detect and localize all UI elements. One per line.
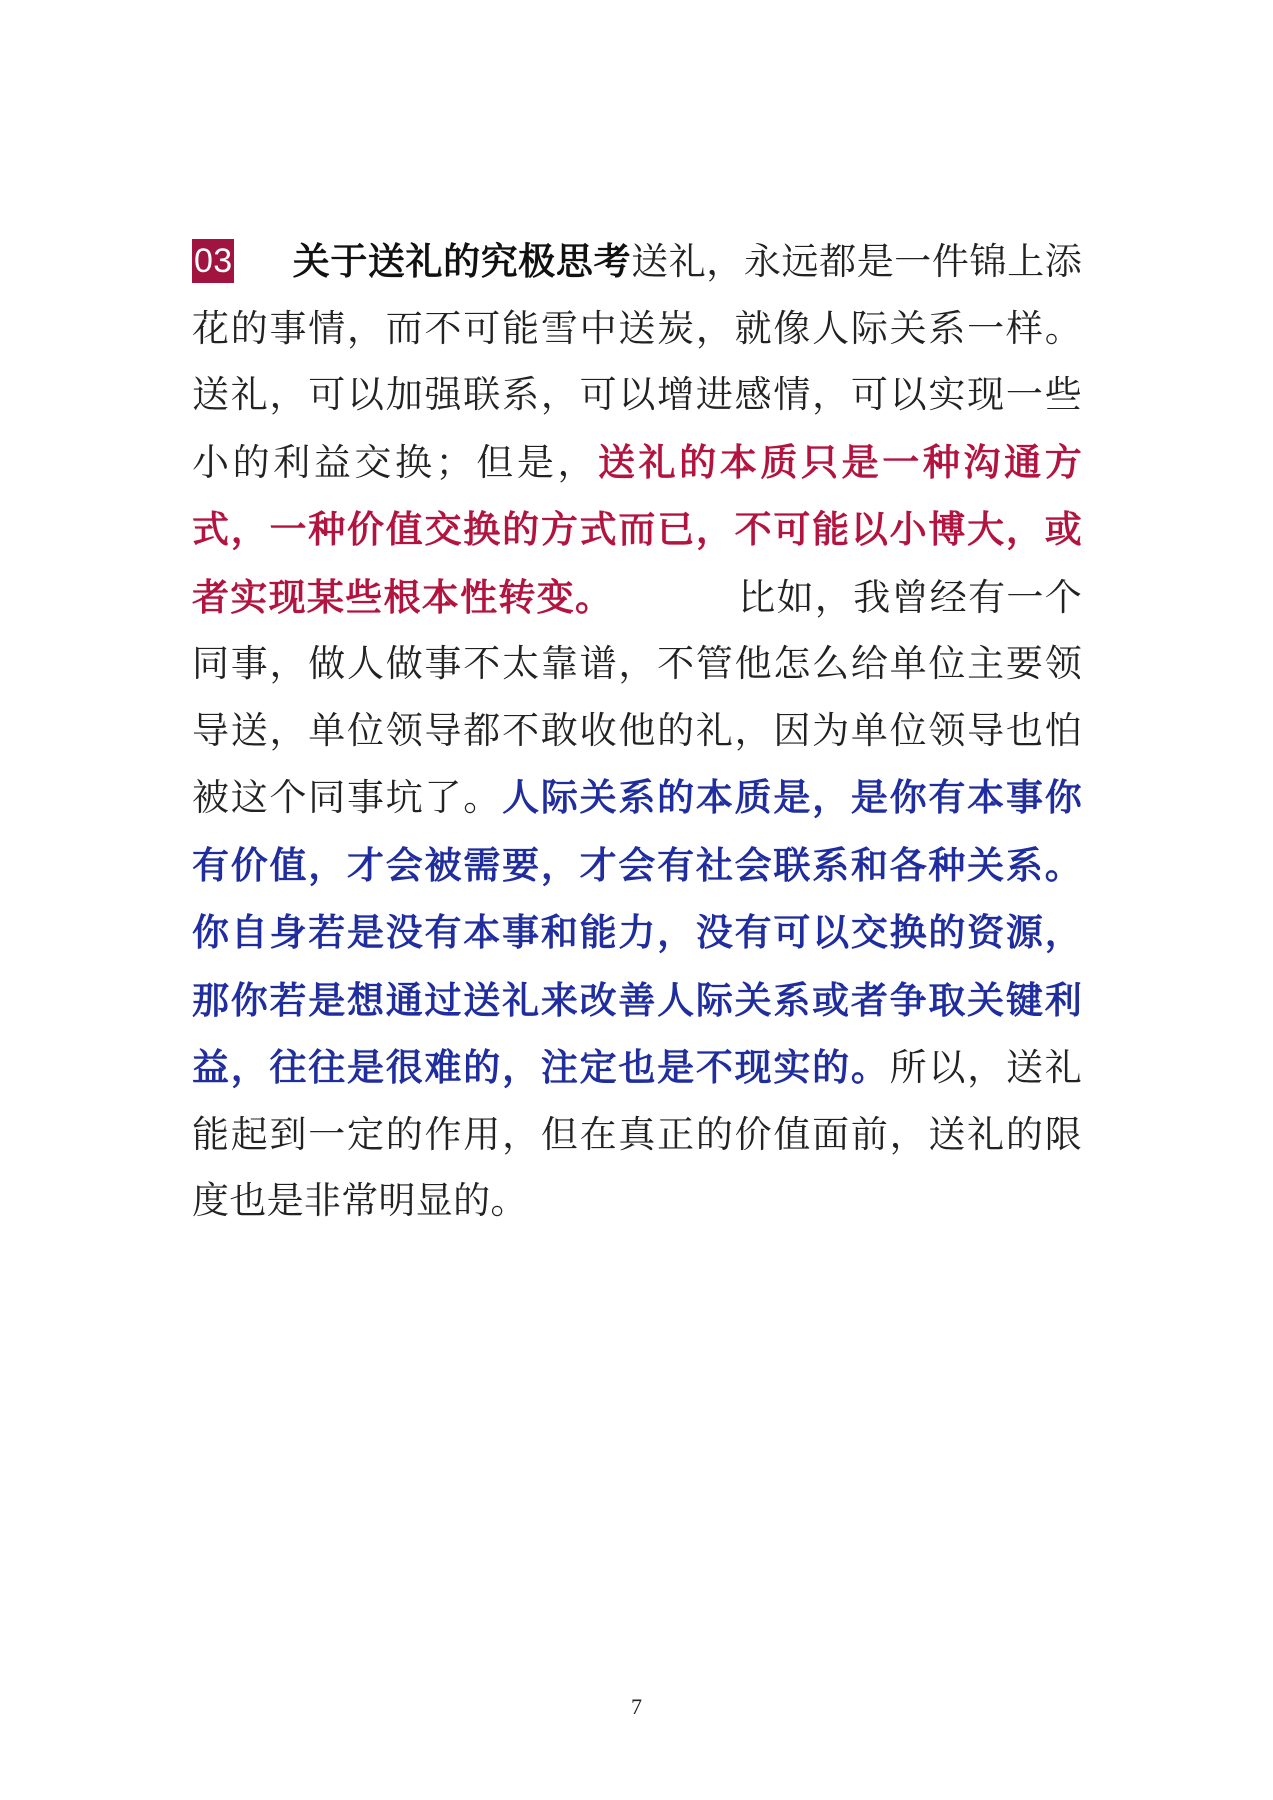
paragraph-text-1: 送礼，永远都是一件锦上添花的事情，而不可能雪中送炭，就像人际关系一样。送礼，可以加强联系，可以增进感情，可以实现一些小的利益交换；但是， <box>192 240 1082 484</box>
page-number: 7 <box>631 1694 642 1719</box>
highlight-blue-text: 人际关系的本质是，是你有本事你有价值，才会被需要，才会有社会联系和各种关系。你自身若是没有本事和能力，没有可以交换的资源，那你若是想通过送礼来改善人际关系或者争取关键利益，往往是很难的，注定也是不现实的。 <box>192 775 1083 1089</box>
paragraph-text-3: 所以，送礼能起到一定的作用，但在真正的价值面前，送礼的限度也是非常明显的。 <box>192 1046 1083 1222</box>
paragraph-text-2: 比如，我曾经有一个同事，做人做事不太靠谱，不管他怎么给单位主要领导送，单位领导都不敢收他的礼，因为单位领导也怕被这个同事坑了。 <box>192 575 1082 819</box>
article-paragraph <box>192 228 1082 1235</box>
highlight-red-text: 送礼的本质只是一种沟通方式，一种价值交换的方式而已，不可能以小博大，或者实现某些根本性转变。 <box>192 439 1082 619</box>
section-number-badge: 03 <box>192 239 234 283</box>
section-heading: 关于送礼的究极思考 <box>292 239 632 283</box>
